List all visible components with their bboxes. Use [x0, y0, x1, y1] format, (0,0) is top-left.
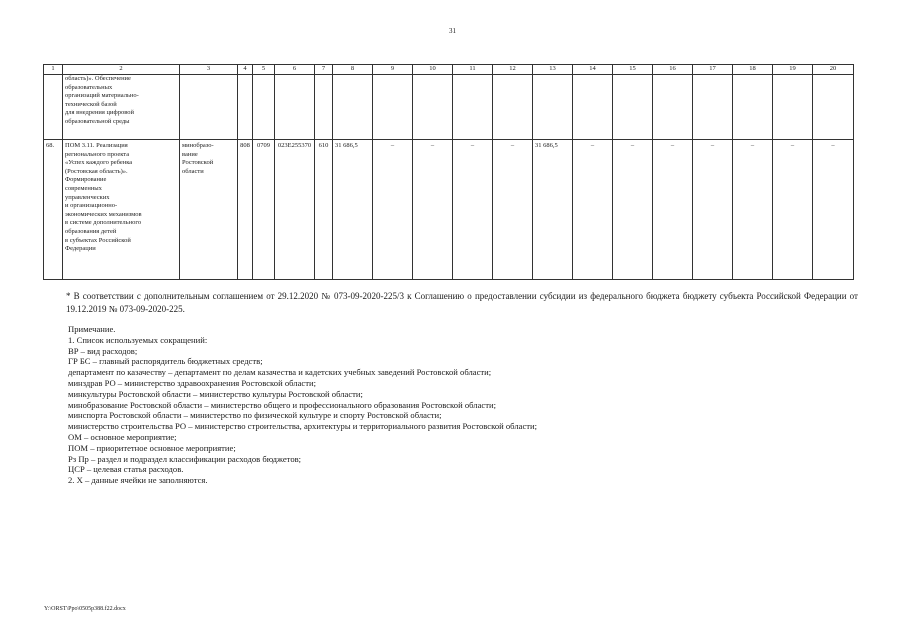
value-cell: – [573, 140, 613, 280]
table-cell [180, 75, 238, 140]
column-header: 13 [533, 65, 573, 75]
note-line: ПОМ – приоритетное основное мероприятие; [68, 442, 236, 453]
column-header: 2 [63, 65, 180, 75]
table-cell [44, 75, 63, 140]
note-line: департамент по казачеству – департамент по делам казачества и кадетских учебных заведений Ростовской области; [68, 367, 492, 378]
file-path: Y:\ORST\Ppo\0505p388.f22.docx [44, 606, 126, 612]
column-header: 15 [613, 65, 653, 75]
column-header: 12 [493, 65, 533, 75]
value-cell: – [373, 140, 413, 280]
notes-title: Примечание. [68, 324, 116, 334]
grbs-cell: 808 [238, 140, 253, 280]
page-number: 31 [449, 27, 456, 35]
column-header: 9 [373, 65, 413, 75]
budget-table [43, 64, 854, 280]
column-header: 7 [315, 65, 333, 75]
value-cell: 31 686,5 [533, 140, 573, 280]
column-header: 6 [275, 65, 315, 75]
row-number-cell: 68. [44, 140, 63, 280]
value-cell: – [413, 140, 453, 280]
column-header: 10 [413, 65, 453, 75]
measure-name-cell: ПОМ 3.11. Реализация регионального проекта «Успех каждого ребенка (Ростовская область)». Формирование современных управленческих и организационно- экономических механизмов в системе дополнительного образования детей в субъектах Российской Федерации [63, 140, 180, 280]
table-cell [453, 75, 493, 140]
column-header: 3 [180, 65, 238, 75]
note-line: минобразование Ростовской области – министерство общего и профессионального образования Ростовской области; [68, 399, 496, 410]
note-line: минкультуры Ростовской области – министерство культуры Ростовской области; [68, 388, 363, 399]
column-header: 14 [573, 65, 613, 75]
column-header: 1 [44, 65, 63, 75]
table-row-continuation [44, 75, 854, 140]
column-header: 4 [238, 65, 253, 75]
note-line: минздрав РО – министерство здравоохранения Ростовской области; [68, 377, 316, 388]
table-cell [813, 75, 854, 140]
column-header: 20 [813, 65, 854, 75]
table-cell [253, 75, 275, 140]
note-line: министерство строительства РО – министерство строительства, архитектуры и территориального развития Ростовской области; [68, 421, 537, 432]
rzpr-cell: 0709 [253, 140, 275, 280]
csr-cell: 023E255370 [275, 140, 315, 280]
note-line: ГР БС – главный распорядитель бюджетных средств; [68, 356, 263, 367]
column-header: 5 [253, 65, 275, 75]
column-header: 17 [693, 65, 733, 75]
value-cell: – [613, 140, 653, 280]
table-cell [373, 75, 413, 140]
measure-name-cell: область)». Обеспечение образовательных организаций материально- технической базой для внедрения цифровой образовательной среды [63, 75, 180, 140]
value-cell: – [733, 140, 773, 280]
value-cell: – [693, 140, 733, 280]
column-header: 8 [333, 65, 373, 75]
table-cell [315, 75, 333, 140]
column-header: 19 [773, 65, 813, 75]
value-cell: – [493, 140, 533, 280]
table-cell [613, 75, 653, 140]
table-cell [238, 75, 253, 140]
note-line: 2. Х – данные ячейки не заполняются. [68, 475, 208, 486]
note-line: минспорта Ростовской области – министерство по физической культуре и спорту Ростовской области; [68, 410, 442, 421]
value-cell: 31 686,5 [333, 140, 373, 280]
note-line: 1. Список используемых сокращений: [68, 334, 208, 345]
table-cell [773, 75, 813, 140]
notes-block [68, 324, 868, 486]
table-cell [493, 75, 533, 140]
table-cell [533, 75, 573, 140]
value-cell: – [813, 140, 854, 280]
table-cell [573, 75, 613, 140]
table-cell [693, 75, 733, 140]
table-cell [275, 75, 315, 140]
column-header: 18 [733, 65, 773, 75]
column-header-row [44, 65, 854, 75]
note-line: ЦСР – целевая статья расходов. [68, 464, 184, 475]
column-header: 11 [453, 65, 493, 75]
value-cell: – [653, 140, 693, 280]
footnote: * В соответствии с дополнительным соглашением от 29.12.2020 № 073-09-2020-225/3 к Соглашению о предоставлении субсидии из федерального бюджета бюджету субъекта Российской Федерации от 19.12.2019 № 073-09-2020-225. [66, 291, 858, 314]
vr-cell: 610 [315, 140, 333, 280]
table-cell [413, 75, 453, 140]
column-header: 16 [653, 65, 693, 75]
table-cell [333, 75, 373, 140]
table-cell [653, 75, 693, 140]
note-line: ВР – вид расходов; [68, 345, 138, 356]
table-row-68 [44, 140, 854, 280]
value-cell: – [453, 140, 493, 280]
note-line: Рз Пр – раздел и подраздел классификации расходов бюджетов; [68, 453, 302, 464]
executor-cell: минобразо- вание Ростовской области [180, 140, 238, 280]
note-line: ОМ – основное мероприятие; [68, 431, 177, 442]
table-cell [733, 75, 773, 140]
value-cell: – [773, 140, 813, 280]
